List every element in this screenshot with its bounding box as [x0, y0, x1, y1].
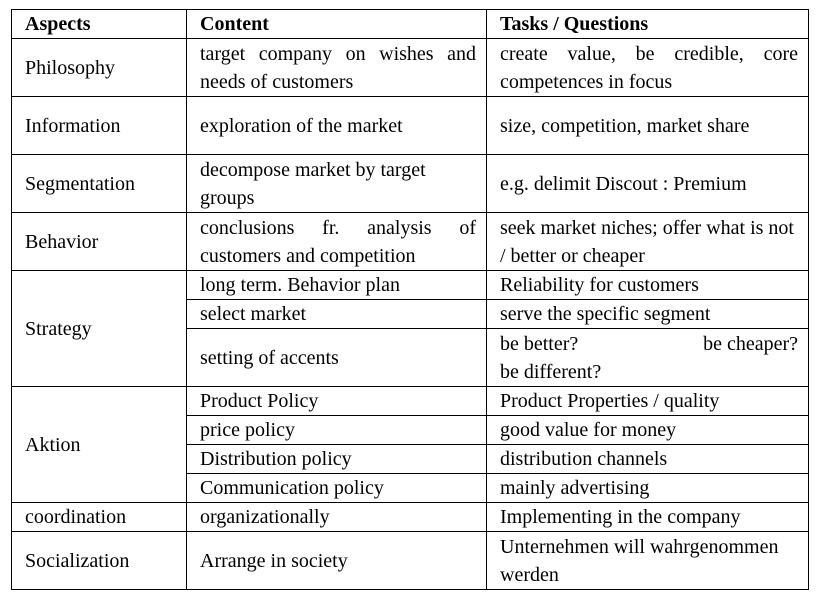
content-cell: target company on wishes and needs of customers	[187, 39, 487, 97]
aspect-cell: Aktion	[12, 387, 187, 503]
tasks-cell: Reliability for customers	[487, 271, 809, 300]
tasks-cell: good value for money	[487, 416, 809, 445]
tasks-cell: serve the specific segment	[487, 300, 809, 329]
tasks-cell: mainly advertising	[487, 474, 809, 503]
table-row	[12, 503, 809, 532]
content-cell: long term. Behavior plan	[187, 271, 487, 300]
accent-options	[500, 330, 798, 358]
tasks-cell: distribution channels	[487, 445, 809, 474]
aspect-cell: coordination	[12, 503, 187, 532]
table-row	[12, 532, 809, 590]
content-cell: exploration of the market	[187, 97, 487, 155]
content-cell: Product Policy	[187, 387, 487, 416]
tasks-cell: seek market niches; offer what is not / better or cheaper	[487, 213, 809, 271]
aspect-cell: Information	[12, 97, 187, 155]
content-cell: setting of accents	[187, 329, 487, 387]
content-cell: Communication policy	[187, 474, 487, 503]
content-cell: organizationally	[187, 503, 487, 532]
header-tasks: Tasks / Questions	[487, 10, 809, 39]
table-row	[12, 155, 809, 213]
table-row	[12, 213, 809, 271]
tasks-cell: Product Properties / quality	[487, 387, 809, 416]
aspect-cell: Socialization	[12, 532, 187, 590]
aspect-cell: Behavior	[12, 213, 187, 271]
content-cell: decompose market by target groups	[187, 155, 487, 213]
marketing-aspects-table	[11, 9, 809, 590]
header-content: Content	[187, 10, 487, 39]
table-row	[12, 387, 809, 416]
tasks-cell: e.g. delimit Discout : Premium	[487, 155, 809, 213]
content-cell: select market	[187, 300, 487, 329]
table-row	[12, 271, 809, 300]
accent-option: be better?	[500, 332, 579, 355]
content-cell: price policy	[187, 416, 487, 445]
header-aspects: Aspects	[12, 10, 187, 39]
aspect-cell: Philosophy	[12, 39, 187, 97]
accent-option: be different?	[500, 360, 602, 383]
header-row	[12, 10, 809, 39]
table-row	[12, 39, 809, 97]
content-cell: Arrange in society	[187, 532, 487, 590]
tasks-cell: create value, be credible, core competences in focus	[487, 39, 809, 97]
tasks-cell: Implementing in the company	[487, 503, 809, 532]
table-row	[12, 97, 809, 155]
tasks-cell	[487, 329, 809, 387]
tasks-cell: Unternehmen will wahrgenommen werden	[487, 532, 809, 590]
tasks-cell: size, competition, market share	[487, 97, 809, 155]
content-cell: Distribution policy	[187, 445, 487, 474]
aspect-cell: Strategy	[12, 271, 187, 387]
aspect-cell: Segmentation	[12, 155, 187, 213]
accent-option: be cheaper?	[703, 332, 798, 355]
content-cell: conclusions fr. analysis of customers and competition	[187, 213, 487, 271]
